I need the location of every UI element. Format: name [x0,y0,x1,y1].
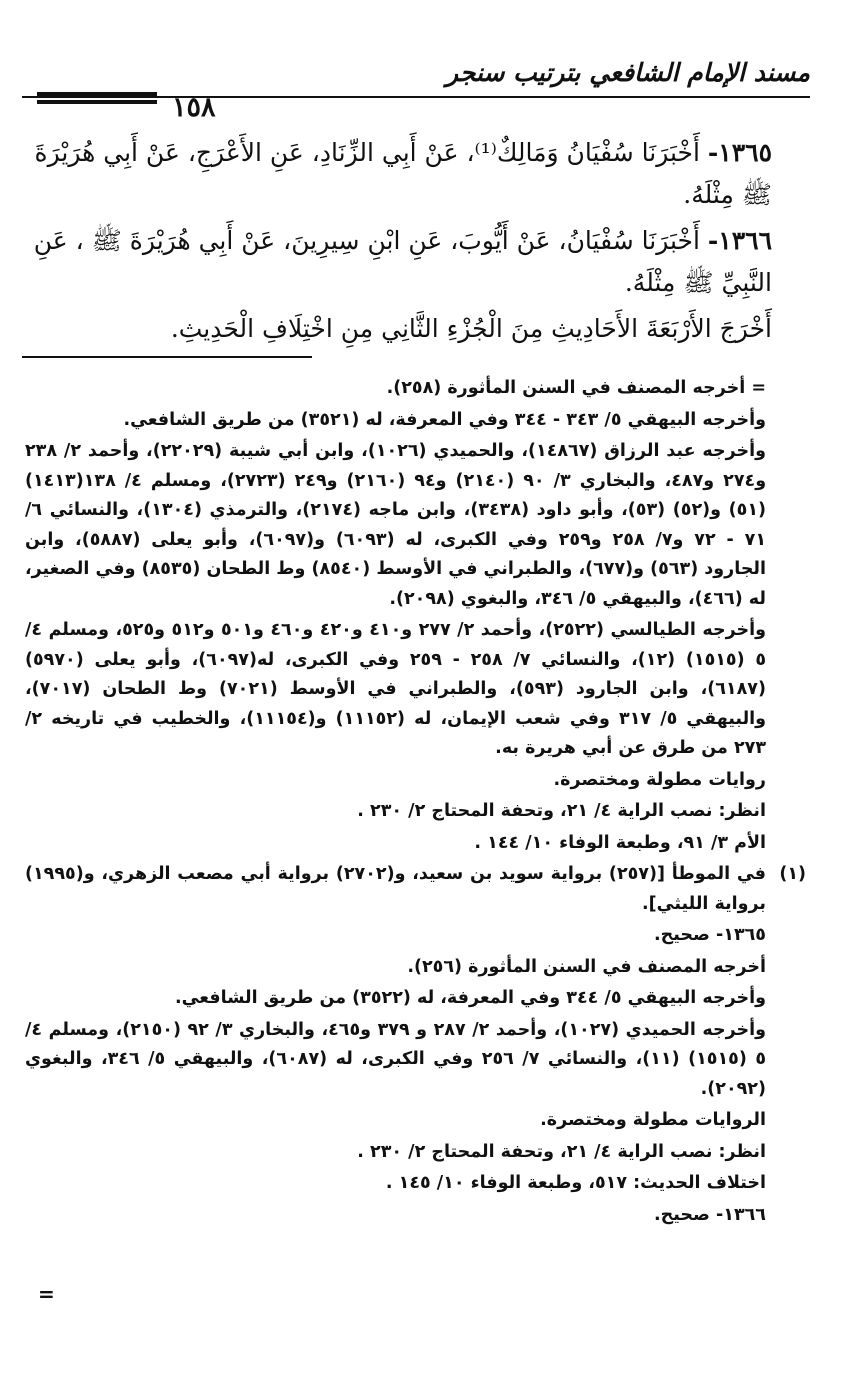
footnote-para: وأخرجه البيهقي ٥/ ٣٤٣ - ٣٤٤ وفي المعرفة، له (٣٥٢١) من طريق الشافعي. [123,409,766,430]
hadith-1366 [25,220,772,304]
footnote-para: ١٣٦٦- صحيح. [653,1204,766,1225]
hadith-text: أَخْبَرَنَا سُفْيَانُ، عَنْ أَيُّوبَ، عَنِ ابْنِ سِيرِينَ، عَنْ أَبِي هُرَيْرَةَ ﷺ ، عَنِ النَّبِيِّ ﷺ مِثْلَهُ. [33,226,772,297]
ornament-bar [37,100,157,104]
hadith-1365 [25,132,772,216]
footnote-para: الروايات مطولة ومختصرة. [540,1110,766,1130]
footnote-1-text: في الموطأ [(٢٥٧) برواية سويد بن سعيد، و(٢٧٠٢) برواية أبي مصعب الزهري، و(١٩٩٥) برواية الليثي]. [25,864,766,914]
footnote-para: روايات مطولة ومختصرة. [553,769,766,790]
main-text [25,132,772,354]
footnote-para: انظر: نصب الراية ٤/ ٢١، وتحفة المحتاج ٢/ ٢٣٠ . [357,801,766,821]
header-title: مسند الإمام الشافعي بترتيب سنجر [446,58,810,87]
footnote-para: اختلاف الحديث: ٥١٧، وطبعة الوفاء ١٠/ ١٤٥ . [385,1173,766,1193]
ornament-bar [37,92,157,96]
footnote-marker: (١) [779,864,806,884]
footnote-para: وأخرجه الطيالسي (٢٥٢٢)، وأحمد ٢/ ٢٧٧ و٤١٠ و٤٢٠ و٤٦٠ و٥٠١ و٥١٢ و٥٢٥، ومسلم ٤/ ٥ (١٥١٥) (١٢)، والنسائي ٧/ ٢٥٨ - ٢٥٩ وفي الكبرى، له(٦٠٩٧)، وأبو يعلى (٥٩٧٠) (٦١٨٧)، وابن الجارود (٥٩٣)، والطبراني في الأوسط (٧٠٢١) وط الطحان (٧٠١٧)، والبيهقي ٥/ ٣١٧ وفي شعب الإيمان، له (١١١٥٢) و(١١١٥٤)، والخطيب في تاريخه ٢/ ٢٧٣ من طرق عن أبي هريرة به. [25,620,767,758]
footnote-para: انظر: نصب الراية ٤/ ٢١، وتحفة المحتاج ٢/ ٢٣٠ . [357,1141,766,1162]
footnote-para: ١٣٦٥- صحيح. [653,925,766,945]
footnote-para: وأخرجه البيهقي ٥/ ٣٤٤ وفي المعرفة، له (٣٥٢٢) من طريق الشافعي. [174,988,766,1008]
continuation-mark: = [38,1282,55,1306]
footnote-para: = أخرجه المصنف في السنن المأثورة (٢٥٨). [386,378,766,398]
footnote-separator [22,356,312,358]
footnote-1 [25,860,806,919]
footnote-para: أخرجه المصنف في السنن المأثورة (٢٥٦). [407,956,766,977]
footnotes [25,374,806,1232]
hadith-text: أَخْبَرَنَا سُفْيَانُ وَمَالِكٌ⁽¹⁾، عَنْ أَبِي الزِّنَادِ، عَنِ الأَعْرَجِ، عَنْ أَبِي هُرَيْرَةَ ﷺ مِثْلَهُ. [34,138,772,209]
section-closing: أَخْرَجَ الأَرْبَعَةَ الأَحَادِيثِ مِنَ الْجُزْءِ الثَّانِي مِنِ اخْتِلَافِ الْحَدِيثِ. [170,314,772,343]
footnote-para: وأخرجه عبد الرزاق (١٤٨٦٧)، والحميدي (١٠٢٦)، وابن أبي شيبة (٢٢٠٢٩)، وأحمد ٢/ ٢٣٨ و٢٧٤ و٤٨٧، والبخاري ٣/ ٩٠ (٢١٤٠) و٩٤ (٢١٦٠) و٢٤٩ (٢٧٢٣)، ومسلم ٤/ ١٣٨(١٤١٣) (٥١) و(٥٢) (٥٣)، وأبو داود (٣٤٣٨)، وابن ماجه (٢١٧٤)، والترمذي (١٣٠٤)، والنسائي ٦/ ٧١ - ٧٢ و٧/ ٢٥٨ و٢٥٩ وفي الكبرى، له (٦٠٩٣) و(٦٠٩٧)، وأبو يعلى (٥٨٨٧)، وابن الجارود (٥٦٣) و(٦٧٧)، والطبراني في الأوسط (٨٥٤٠) وط الطحان (٨٥٣٥) وفي الصغير، له (٤٦٦)، والبيهقي ٥/ ٣٤٦، والبغوي (٢٠٩٨). [25,441,767,609]
page-number: ١٥٨ [172,92,216,123]
footnote-para: وأخرجه الحميدي (١٠٢٧)، وأحمد ٢/ ٢٨٧ و ٣٧٩ و٤٦٥، والبخاري ٣/ ٩٢ (٢١٥٠)، ومسلم ٤/ ٥ (١٥١٥) (١١)، والنسائي ٧/ ٢٥٦ وفي الكبرى، له (٦٠٨٧)، والبيهقي ٥/ ٣٤٦، والبغوي (٢٠٩٢). [25,1019,767,1099]
page-number-ornament [37,92,157,114]
hadith-number: ١٣٦٦- [707,226,772,255]
hadith-number: ١٣٦٥- [707,138,772,167]
footnote-para: الأم ٣/ ٩١، وطبعة الوفاء ١٠/ ١٤٤ . [474,832,766,853]
running-header [22,52,810,122]
